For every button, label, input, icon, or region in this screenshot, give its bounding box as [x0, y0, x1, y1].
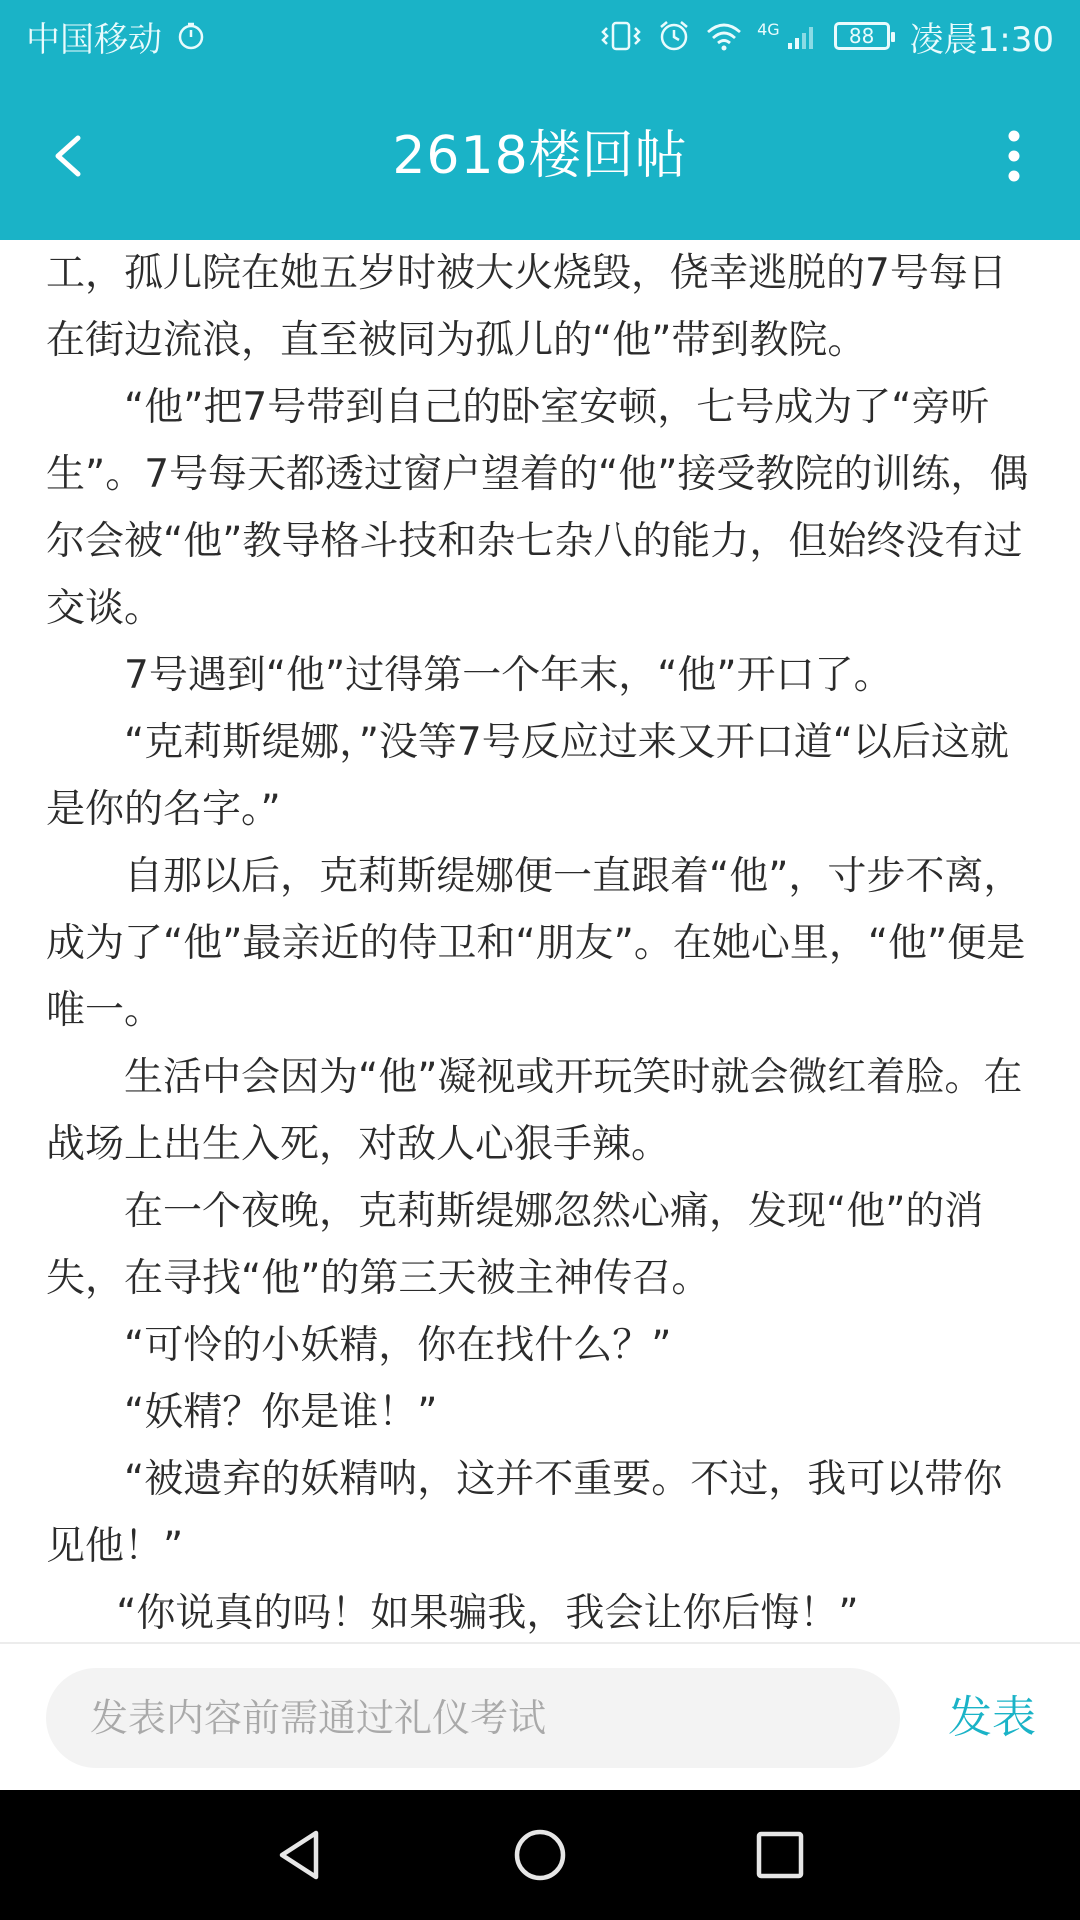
triangle-back-icon [270, 1825, 330, 1885]
signal-icon [786, 21, 820, 51]
post-paragraph: “妖精？你是谁！” [124, 1390, 438, 1435]
post-paragraph: 在一个夜晚，克莉斯缇娜忽然心痛，发现“他”的消失，在寻找“他”的第三天被主神传召。 [46, 1189, 984, 1301]
status-bar [0, 0, 1080, 72]
post-paragraph: 自那以后，克莉斯缇娜便一直跟着“他”，寸步不离，成为了“他”最亲近的侍卫和“朋友”。在她心里，“他”便是唯一。 [46, 854, 1026, 1033]
post-paragraph: 生活中会因为“他”凝视或开玩笑时就会微红着脸。在战场上出生入死，对敌人心狠手辣。 [46, 1055, 1023, 1167]
status-left [26, 12, 206, 61]
post-paragraph: “你说真的吗！如果骗我，我会让你后悔！” [116, 1591, 859, 1636]
clock: 凌晨1:30 [909, 19, 1054, 60]
reply-composer [0, 1642, 1080, 1790]
post-paragraph: “克莉斯缇娜，”没等7号反应过来又开口道“以后这就是你的名字。” [46, 720, 1009, 832]
post-paragraph: 7号遇到“他”过得第一个年末，“他”开口了。 [124, 653, 893, 698]
carrier-label: 中国移动 [26, 19, 162, 60]
nav-home-button[interactable] [510, 1825, 570, 1885]
network-type-label: 4G [757, 19, 780, 39]
post-paragraph: “他”把7号带到自己的卧室安顿，七号成为了“旁听生”。7号每天都透过窗户望着的“他”接受教院的训练，偶尔会被“他”教导格斗技和杂七杂八的能力，但始终没有过交谈。 [46, 385, 1029, 631]
nav-recents-button[interactable] [750, 1825, 810, 1885]
status-right [599, 12, 1054, 61]
wifi-icon [705, 21, 743, 51]
circle-home-icon [510, 1825, 570, 1885]
nav-back-button[interactable] [270, 1825, 330, 1885]
system-nav-bar [0, 1790, 1080, 1920]
reply-input[interactable] [46, 1668, 900, 1768]
page-title: 2618楼回帖 [392, 126, 688, 186]
battery-level: 88 [848, 24, 875, 48]
square-recents-icon [750, 1825, 810, 1885]
vibrate-icon [599, 20, 643, 52]
alarm-icon [657, 19, 691, 53]
post-paragraph: 工，孤儿院在她五岁时被大火烧毁，侥幸逃脱的7号每日在街边流浪，直至被同为孤儿的“他”带到教院。 [46, 251, 1007, 363]
post-content[interactable] [0, 240, 1080, 1642]
timer-icon [176, 21, 206, 51]
send-button[interactable]: 发表 [948, 1692, 1036, 1743]
post-paragraph: “被遗弃的妖精呐，这并不重要。不过，我可以带你见他！” [46, 1457, 1003, 1569]
post-paragraph: “可怜的小妖精，你在找什么？” [124, 1323, 672, 1368]
battery-indicator [834, 22, 890, 50]
app-bar [0, 72, 1080, 240]
more-vertical-icon [982, 124, 1046, 188]
more-options-button[interactable] [982, 124, 1046, 188]
